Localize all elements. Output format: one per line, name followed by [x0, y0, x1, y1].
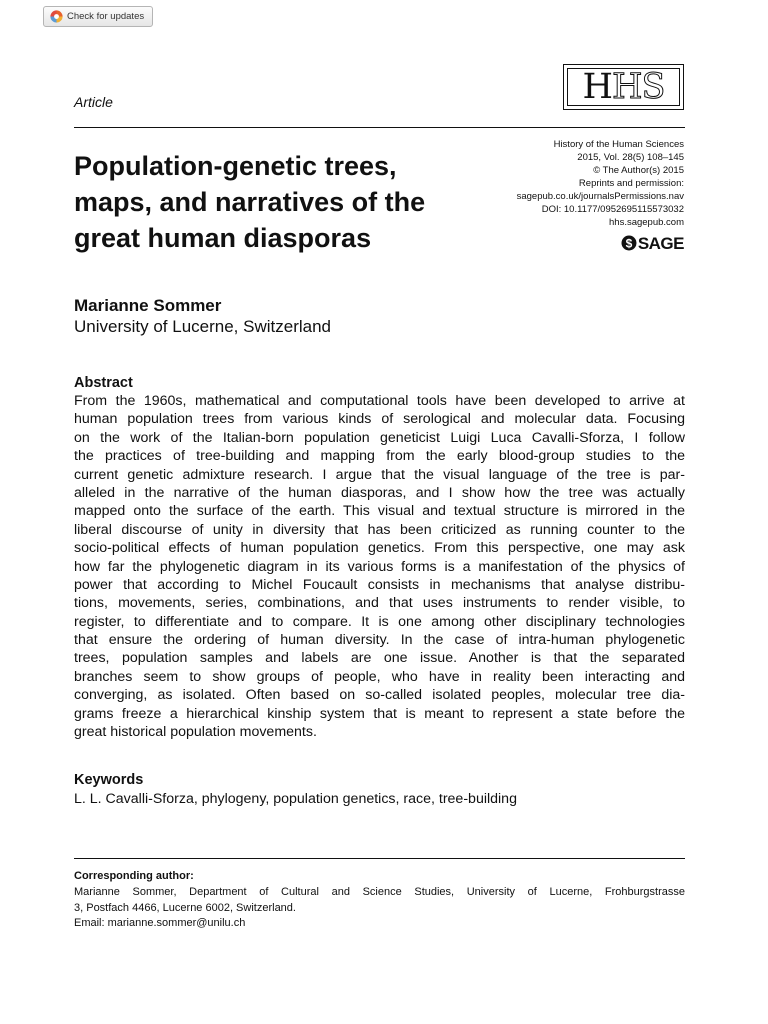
- author-affiliation: University of Lucerne, Switzerland: [74, 317, 332, 336]
- svg-text:$: $: [625, 236, 633, 251]
- header-divider: [74, 127, 685, 128]
- abstract-line: how far the phylogenetic diagram in its various forms is a manifestation of the physics of: [74, 558, 685, 575]
- keywords-list: L. L. Cavalli-Sforza, phylogeny, population genetics, race, tree-building: [74, 791, 517, 807]
- title-line: Population-genetic trees,: [74, 151, 397, 181]
- volume-info: 2015, Vol. 28(5) 108–145: [577, 152, 684, 163]
- article-type-label: Article: [74, 94, 113, 110]
- abstract-line: grams freeze a hierarchical kinship system that is meant to represent a state before the: [74, 705, 685, 722]
- abstract-line: mapped onto the surface of the earth. This visual and textual structure is mirrored in the: [74, 503, 685, 520]
- abstract-line: tions, movements, series, combinations, and that uses instruments to render visible, to: [74, 595, 685, 612]
- abstract-line: socio-political effects of human population genetics. From this perspective, one may ask: [74, 540, 685, 557]
- abstract-line: on the work of the Italian-born population geneticist Luigi Luca Cavalli-Sforza, I follow: [74, 429, 685, 446]
- keywords-heading: Keywords: [74, 772, 144, 788]
- abstract-line: branches seem to show groups of people, who have in reality been interacting and: [74, 668, 685, 685]
- permissions-link[interactable]: sagepub.co.uk/journalsPermissions.nav: [516, 191, 684, 202]
- abstract-line: liberal discourse of unity in diversity that has been criticized as running counter to the: [74, 521, 685, 538]
- corresponding-address-line: Marianne Sommer, Department of Cultural and Science Studies, University of Lucerne, Frohburgstrasse: [74, 886, 685, 898]
- doi-link[interactable]: DOI: 10.1177/0952695115573032: [541, 204, 684, 215]
- check-for-updates-button[interactable]: [43, 6, 153, 27]
- publisher-name: SAGE: [637, 233, 684, 253]
- check-for-updates-label: Check for updates: [67, 11, 145, 22]
- abstract-line: that ensure the ordering of human diversity. In the case of intra-human phylogenetic: [74, 632, 685, 649]
- abstract-line: the practices of tree-building and mapping from the early blood-group studies to the: [74, 448, 685, 465]
- journal-metadata: [434, 138, 684, 229]
- article-title: [74, 148, 484, 256]
- abstract-line: trees, population samples and labels are one issue. Another is that the separated: [74, 650, 685, 667]
- title-line: great human diasporas: [74, 223, 372, 253]
- abstract-line: great historical population movements.: [74, 724, 317, 741]
- author-name: Marianne Sommer: [74, 296, 222, 315]
- abstract-line: From the 1960s, mathematical and computational tools have been developed to arrive at: [74, 393, 685, 409]
- corresponding-address-line: 3, Postfach 4466, Lucerne 6002, Switzerland.: [74, 901, 296, 914]
- corresponding-author-heading: Corresponding author:: [74, 870, 194, 882]
- abstract-heading: Abstract: [74, 375, 133, 391]
- journal-logo: H HS: [563, 64, 684, 110]
- abstract-line: converging, as isolated. Often based on so-called isolated peoples, molecular tree dia-: [74, 687, 685, 704]
- footnote-divider: [74, 858, 685, 859]
- corresponding-email[interactable]: Email: marianne.sommer@unilu.ch: [74, 917, 246, 929]
- abstract-line: current genetic admixture research. I argue that the visual language of the tree is par-: [74, 466, 685, 483]
- copyright-line: © The Author(s) 2015: [593, 165, 684, 176]
- abstract-body: [74, 392, 685, 741]
- abstract-line: power that according to Michel Foucault consists in mechanisms that analyse distribu-: [74, 576, 685, 593]
- reprints-line: Reprints and permission:: [578, 178, 684, 189]
- journal-name: History of the Human Sciences: [553, 139, 684, 150]
- abstract-line: register, to differentiate and to compare. It is one among other disciplinary technologies: [74, 613, 685, 630]
- abstract-line: alleled in the narrative of the human diasporas, and I show how the tree was actually: [74, 484, 685, 501]
- journal-website-link[interactable]: hhs.sagepub.com: [609, 217, 684, 228]
- title-line: maps, and narratives of the: [74, 187, 426, 217]
- corresponding-author-details: [74, 885, 685, 932]
- sage-logo: [621, 234, 684, 252]
- abstract-line: human population trees from various kinds of serological and molecular data. Focusing: [74, 411, 685, 428]
- dollar-circle-icon: [621, 235, 637, 251]
- crossmark-icon: [50, 10, 63, 23]
